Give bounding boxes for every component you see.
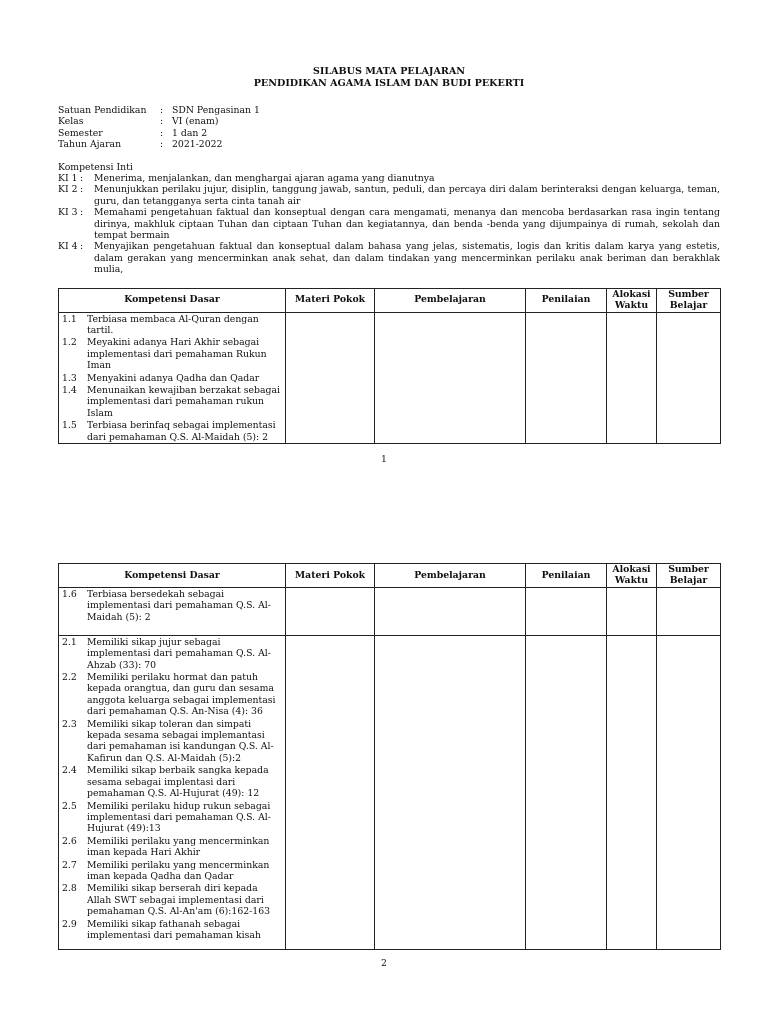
identity-colon: :	[160, 127, 164, 139]
sumber-cell	[657, 312, 721, 443]
identity-label: Semester	[58, 127, 103, 139]
kd-text: Memiliki perilaku hormat dan patuh kepada orangtua, dan guru dan sesama anggota keluarga sebagai implementasi dari pemahaman Q.S. An-Nisa (4): 36	[87, 672, 276, 718]
header-sumber-belajar: Sumber Belajar	[657, 288, 721, 312]
header-pembelajaran: Pembelajaran	[375, 564, 526, 588]
kd-item	[59, 419, 285, 443]
alokasi-cell	[607, 587, 657, 635]
kd-item	[59, 636, 285, 671]
ki-item: KI 4 : Menyajikan pengetahuan faktual dan konseptual dalam bahasa yang jelas, sistematis, logis dan kritis dalam karya yang estetis, dalam gerakan yang mencerminkan anak sehat, dan dalam tindakan yang mencerminkan perilaku anak beriman dan berakhlak mulia,	[58, 241, 720, 276]
kd-item	[59, 859, 285, 883]
kd-number: 1.2	[62, 337, 77, 349]
header-alokasi-waktu: Alokasi Waktu	[607, 288, 657, 312]
alokasi-cell	[607, 635, 657, 949]
ki-text: Menunjukkan perilaku jujur, disiplin, tanggung jawab, santun, peduli, dan percaya diri dalam berinteraksi dengan keluarga, teman, guru, dan tetangganya serta cinta tanah air	[94, 184, 720, 207]
identity-row	[58, 116, 720, 127]
kd-item	[59, 835, 285, 859]
page-2	[58, 563, 720, 950]
kd-number: 1.5	[62, 420, 77, 432]
identity-value: 1 dan 2	[172, 127, 208, 139]
kd-text: Memiliki sikap jujur sebagai implementasi dari pemahaman Q.S. Al-Ahzab (33): 70	[87, 636, 271, 671]
identity-label: Satuan Pendidikan	[58, 105, 147, 116]
kd-text: Meyakini adanya Hari Akhir sebagai implementasi dari pemahaman Rukun Iman	[87, 337, 267, 372]
kd-cell	[59, 312, 286, 443]
ki-text: Menyajikan pengetahuan faktual dan konseptual dalam bahasa yang jelas, sistematis, logis dan kritis dalam karya yang estetis, dalam gerakan yang mencerminkan anak sehat, dan dalam tindakan yang mencerminkan perilaku anak beriman dan berakhlak mulia,	[94, 241, 720, 276]
kd-item	[59, 588, 285, 623]
kd-text: Memiliki perilaku yang mencerminkan iman kepada Qadha dan Qadar	[87, 859, 270, 882]
kd-text: Terbiasa berinfaq sebagai implementasi dari pemahaman Q.S. Al-Maidah (5): 2	[87, 420, 276, 443]
kd-text: Menyakini adanya Qadha dan Qadar	[87, 372, 260, 384]
table-row	[59, 635, 721, 949]
ki-item: KI 2 : Menunjukkan perilaku jujur, disiplin, tanggung jawab, santun, peduli, dan percaya diri dalam berinteraksi dengan keluarga, teman, guru, dan tetangganya serta cinta tanah air	[58, 184, 720, 207]
penilaian-cell	[526, 635, 607, 949]
sumber-cell	[657, 587, 721, 635]
kd-item	[59, 882, 285, 917]
kd-number: 2.5	[62, 800, 77, 812]
kd-number: 2.4	[62, 765, 77, 777]
ki-code: KI 3	[58, 207, 78, 219]
kd-cell	[59, 587, 286, 635]
ki-item: KI 1 : Menerima, menjalankan, dan menghargai ajaran agama yang dianutnya	[58, 173, 720, 184]
table-row	[59, 587, 721, 635]
page-1	[58, 66, 720, 444]
identity-colon: :	[160, 116, 164, 128]
ki-item: KI 3 : Memahami pengetahuan faktual dan konseptual dengan cara mengamati, menanya dan mencoba berdasarkan rasa ingin tentang dirinya, makhluk ciptaan Tuhan dan ciptaan Tuhan dan kegiatannya, dan benda -benda yang dijumpainya di rumah, sekolah dan tempat bermain	[58, 207, 720, 242]
kd-number: 2.2	[62, 672, 77, 684]
kd-number: 2.6	[62, 835, 77, 847]
identity-value: VI (enam)	[172, 116, 219, 128]
header-penilaian: Penilaian	[526, 564, 607, 588]
kd-number: 1.1	[62, 313, 77, 325]
kd-text: Menunaikan kewajiban berzakat sebagai implementasi dari pemahaman rukun Islam	[87, 384, 280, 419]
sumber-cell	[657, 635, 721, 949]
materi-cell	[286, 587, 375, 635]
penilaian-cell	[526, 312, 607, 443]
identity-colon: :	[160, 105, 164, 116]
page-number: 2	[381, 958, 387, 969]
kd-item	[59, 313, 285, 337]
identity-colon: :	[160, 139, 164, 151]
ki-code: KI 2	[58, 184, 78, 196]
kd-item	[59, 918, 285, 942]
header-sumber-belajar: Sumber Belajar	[657, 564, 721, 588]
kd-text: Memiliki sikap toleran dan simpati kepada sesama sebagai implemantasi dari pemahaman isi kandungan Q.S. Al-Kafirun dan Q.S. Al-Maidah (5):2	[87, 718, 274, 764]
identity-label: Tahun Ajaran	[58, 139, 122, 151]
kd-number: 2.1	[62, 636, 77, 648]
syllabus-table-page2	[58, 563, 721, 950]
pembelajaran-cell	[375, 312, 526, 443]
ki-heading: Kompetensi Inti	[58, 161, 133, 173]
header-kompetensi-dasar: Kompetensi Dasar	[59, 288, 286, 312]
penilaian-cell	[526, 587, 607, 635]
identity-row	[58, 128, 720, 139]
materi-cell	[286, 312, 375, 443]
kd-item	[59, 671, 285, 718]
identity-value: 2021-2022	[172, 139, 223, 151]
header-pembelajaran: Pembelajaran	[375, 288, 526, 312]
ki-code: KI 4	[58, 241, 78, 253]
document-title-line1: SILABUS MATA PELAJARAN	[312, 66, 466, 77]
table-header-row	[59, 564, 721, 588]
materi-cell	[286, 635, 375, 949]
ki-list	[58, 173, 720, 276]
page-number: 1	[381, 454, 387, 465]
kd-text: Terbiasa bersedekah sebagai implementasi dari pemahaman Q.S. Al-Maidah (5): 2	[87, 588, 271, 623]
identity-row	[58, 105, 720, 116]
kd-number: 1.4	[62, 384, 77, 396]
ki-text: Memahami pengetahuan faktual dan konseptual dengan cara mengamati, menanya dan mencoba berdasarkan rasa ingin tentang dirinya, makhluk ciptaan Tuhan dan ciptaan Tuhan dan kegiatannya, dan benda -benda yang dijumpainya di rumah, sekolah dan tempat bermain	[94, 207, 720, 242]
identity-value: SDN Pengasinan 1	[172, 105, 260, 116]
ki-code: KI 1	[58, 173, 78, 185]
kd-number: 2.8	[62, 883, 77, 895]
identity-row	[58, 139, 720, 150]
table-row	[59, 312, 721, 443]
kd-text: Memiliki perilaku yang mencerminkan iman kepada Hari Akhir	[87, 835, 270, 859]
kd-item	[59, 372, 285, 384]
pembelajaran-cell	[375, 587, 526, 635]
document-title-line2: PENDIDIKAN AGAMA ISLAM DAN BUDI PEKERTI	[253, 78, 525, 89]
header-alokasi-waktu: Alokasi Waktu	[607, 564, 657, 588]
kd-text: Memiliki perilaku hidup rukun sebagai implementasi dari pemahaman Q.S. Al-Hujurat (49):13	[87, 800, 271, 835]
identity-block	[58, 105, 720, 151]
kd-item	[59, 384, 285, 419]
kd-text: Memiliki sikap fathanah sebagai implementasi dari pemahaman kisah	[87, 918, 261, 941]
header-materi-pokok: Materi Pokok	[286, 564, 375, 588]
kd-item	[59, 718, 285, 765]
kd-number: 2.9	[62, 918, 77, 930]
header-materi-pokok: Materi Pokok	[286, 288, 375, 312]
kd-item	[59, 336, 285, 371]
kd-text: Memiliki sikap berserah diri kepada Allah SWT sebagai implementasi dari pemahaman Q.S. Al-An'am (6):162-163	[87, 883, 271, 918]
alokasi-cell	[607, 312, 657, 443]
pembelajaran-cell	[375, 635, 526, 949]
table-header-row	[59, 288, 721, 312]
header-penilaian: Penilaian	[526, 288, 607, 312]
identity-label: Kelas	[58, 116, 84, 128]
kd-text: Terbiasa membaca Al-Quran dengan tartil.	[87, 313, 259, 336]
kd-cell	[59, 635, 286, 949]
kd-item	[59, 764, 285, 799]
ki-text: Menerima, menjalankan, dan menghargai ajaran agama yang dianutnya	[94, 173, 435, 185]
kd-number: 1.6	[62, 588, 77, 600]
syllabus-table-page1	[58, 288, 721, 444]
kd-number: 1.3	[62, 372, 77, 384]
header-kompetensi-dasar: Kompetensi Dasar	[59, 564, 286, 588]
kd-number: 2.7	[62, 859, 77, 871]
kd-item	[59, 800, 285, 835]
kd-number: 2.3	[62, 718, 77, 730]
kd-text: Memiliki sikap berbaik sangka kepada sesama sebagai implentasi dari pemahaman Q.S. Al-Hujurat (49): 12	[87, 765, 269, 800]
